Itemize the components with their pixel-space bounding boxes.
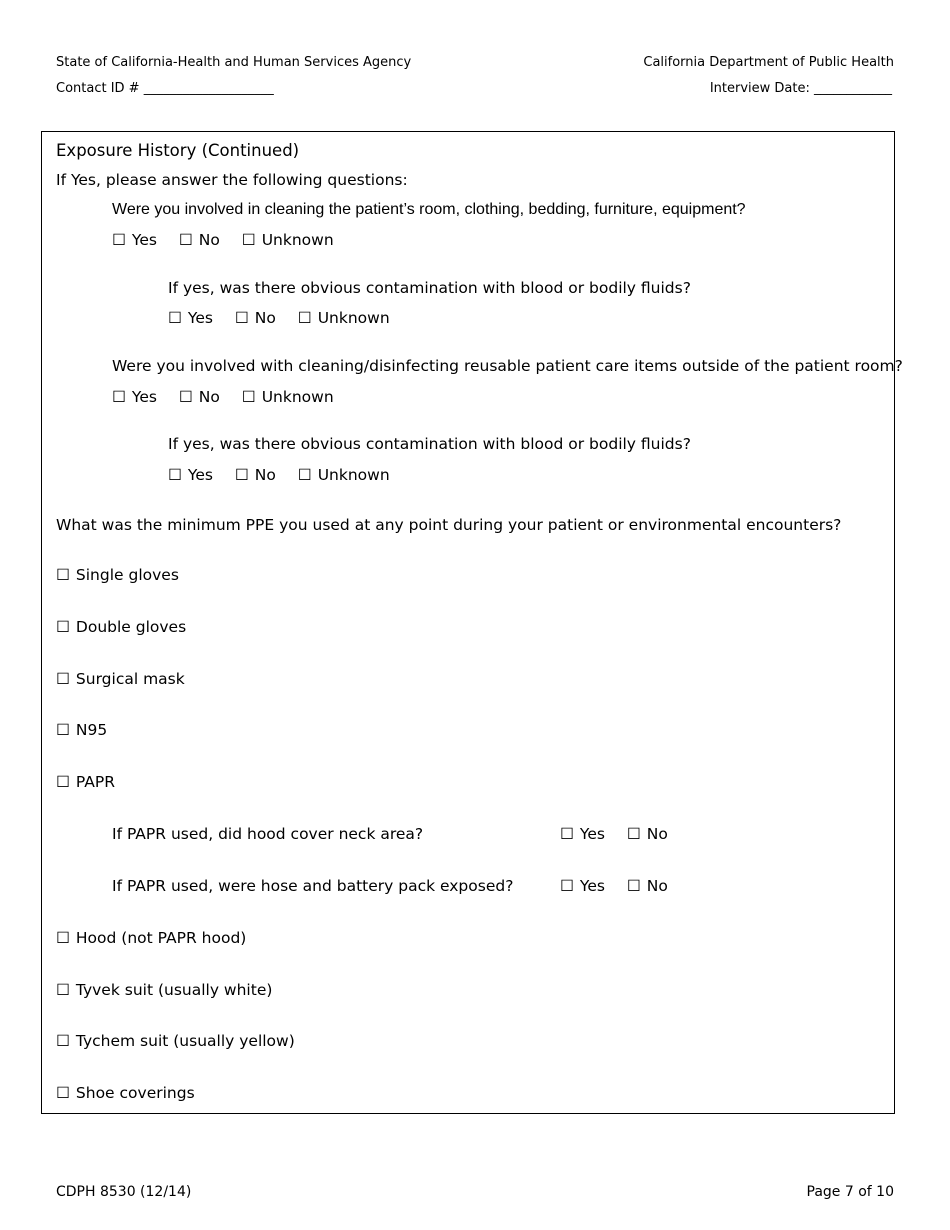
checkbox-icon[interactable]: ☐	[56, 929, 70, 947]
q1-options	[112, 231, 351, 249]
checkbox-icon[interactable]: ☐	[112, 388, 126, 406]
q1-no-option[interactable]: ☐ No	[178, 231, 220, 249]
q2-options	[112, 388, 351, 406]
papr-hose-yes-option[interactable]: ☐ Yes	[560, 877, 605, 895]
ppe-tychem-suit[interactable]: ☐ Tychem suit (usually yellow)	[56, 1032, 295, 1050]
q1-unknown-option[interactable]: ☐ Unknown	[241, 231, 334, 249]
checkbox-icon[interactable]: ☐	[626, 825, 641, 843]
ppe-shoe-coverings[interactable]: ☐ Shoe coverings	[56, 1084, 195, 1102]
q2a-yes-option[interactable]: ☐ Yes	[168, 466, 213, 484]
agency-name: State of California-Health and Human Services Agency	[56, 55, 412, 70]
ppe-question: What was the minimum PPE you used at any point during your patient or environmental encounters?	[56, 516, 842, 534]
papr-hood-yes-option[interactable]: ☐ Yes	[560, 825, 605, 843]
checkbox-icon[interactable]: ☐	[297, 466, 312, 484]
section-title: Exposure History (Continued)	[56, 141, 300, 160]
q2a-no-option[interactable]: ☐ No	[234, 466, 276, 484]
ppe-single-gloves[interactable]: ☐ Single gloves	[56, 566, 179, 584]
checkbox-icon[interactable]: ☐	[626, 877, 641, 895]
q2-no-option[interactable]: ☐ No	[178, 388, 220, 406]
ppe-hood[interactable]: ☐ Hood (not PAPR hood)	[56, 929, 247, 947]
checkbox-icon[interactable]: ☐	[297, 309, 312, 327]
q1-yes-option[interactable]: ☐ Yes	[112, 231, 157, 249]
checkbox-icon[interactable]: ☐	[234, 309, 249, 327]
papr-hood-no-option[interactable]: ☐ No	[626, 825, 668, 843]
papr-hose-no-option[interactable]: ☐ No	[626, 877, 668, 895]
checkbox-icon[interactable]: ☐	[56, 1084, 70, 1102]
form-id: CDPH 8530 (12/14)	[56, 1184, 192, 1200]
question-cleaning-room: Were you involved in cleaning the patient’s room, clothing, bedding, furniture, equipment?	[112, 201, 746, 218]
checkbox-icon[interactable]: ☐	[560, 877, 574, 895]
q1a-yes-option[interactable]: ☐ Yes	[168, 309, 213, 327]
checkbox-icon[interactable]: ☐	[560, 825, 574, 843]
ppe-n95[interactable]: ☐ N95	[56, 721, 108, 739]
checkbox-icon[interactable]: ☐	[112, 231, 126, 249]
department-name: California Department of Public Health	[643, 55, 894, 70]
q1a-options	[168, 309, 407, 327]
checkbox-icon[interactable]: ☐	[168, 309, 182, 327]
checkbox-icon[interactable]: ☐	[241, 388, 256, 406]
checkbox-icon[interactable]: ☐	[56, 773, 70, 791]
checkbox-icon[interactable]: ☐	[56, 1032, 70, 1050]
papr-hose-options	[560, 877, 685, 895]
intro-text: If Yes, please answer the following questions:	[56, 171, 408, 189]
checkbox-icon[interactable]: ☐	[234, 466, 249, 484]
ppe-surgical-mask[interactable]: ☐ Surgical mask	[56, 670, 185, 688]
checkbox-icon[interactable]: ☐	[56, 981, 70, 999]
question-contamination-1: If yes, was there obvious contamination with blood or bodily fluids?	[168, 279, 691, 297]
page-number: Page 7 of 10	[806, 1184, 894, 1200]
papr-hood-options	[560, 825, 685, 843]
q1a-unknown-option[interactable]: ☐ Unknown	[297, 309, 390, 327]
interview-date-field[interactable]: Interview Date: ____________	[709, 81, 892, 96]
checkbox-icon[interactable]: ☐	[241, 231, 256, 249]
q2-yes-option[interactable]: ☐ Yes	[112, 388, 157, 406]
papr-hose-question: If PAPR used, were hose and battery pack exposed?	[112, 877, 514, 895]
question-cleaning-reusable: Were you involved with cleaning/disinfecting reusable patient care items outside of the patient room?	[112, 357, 903, 375]
q2a-options	[168, 466, 407, 484]
q2-unknown-option[interactable]: ☐ Unknown	[241, 388, 334, 406]
question-contamination-2: If yes, was there obvious contamination with blood or bodily fluids?	[168, 435, 691, 453]
contact-id-field[interactable]: Contact ID # ____________________	[56, 81, 274, 96]
checkbox-icon[interactable]: ☐	[56, 670, 70, 688]
ppe-papr[interactable]: ☐ PAPR	[56, 773, 115, 791]
checkbox-icon[interactable]: ☐	[56, 721, 70, 739]
checkbox-icon[interactable]: ☐	[168, 466, 182, 484]
ppe-tyvek-suit[interactable]: ☐ Tyvek suit (usually white)	[56, 981, 273, 999]
checkbox-icon[interactable]: ☐	[178, 388, 193, 406]
papr-hood-question: If PAPR used, did hood cover neck area?	[112, 825, 424, 843]
q1a-no-option[interactable]: ☐ No	[234, 309, 276, 327]
checkbox-icon[interactable]: ☐	[56, 566, 70, 584]
q2a-unknown-option[interactable]: ☐ Unknown	[297, 466, 390, 484]
checkbox-icon[interactable]: ☐	[56, 618, 70, 636]
checkbox-icon[interactable]: ☐	[178, 231, 193, 249]
ppe-double-gloves[interactable]: ☐ Double gloves	[56, 618, 187, 636]
